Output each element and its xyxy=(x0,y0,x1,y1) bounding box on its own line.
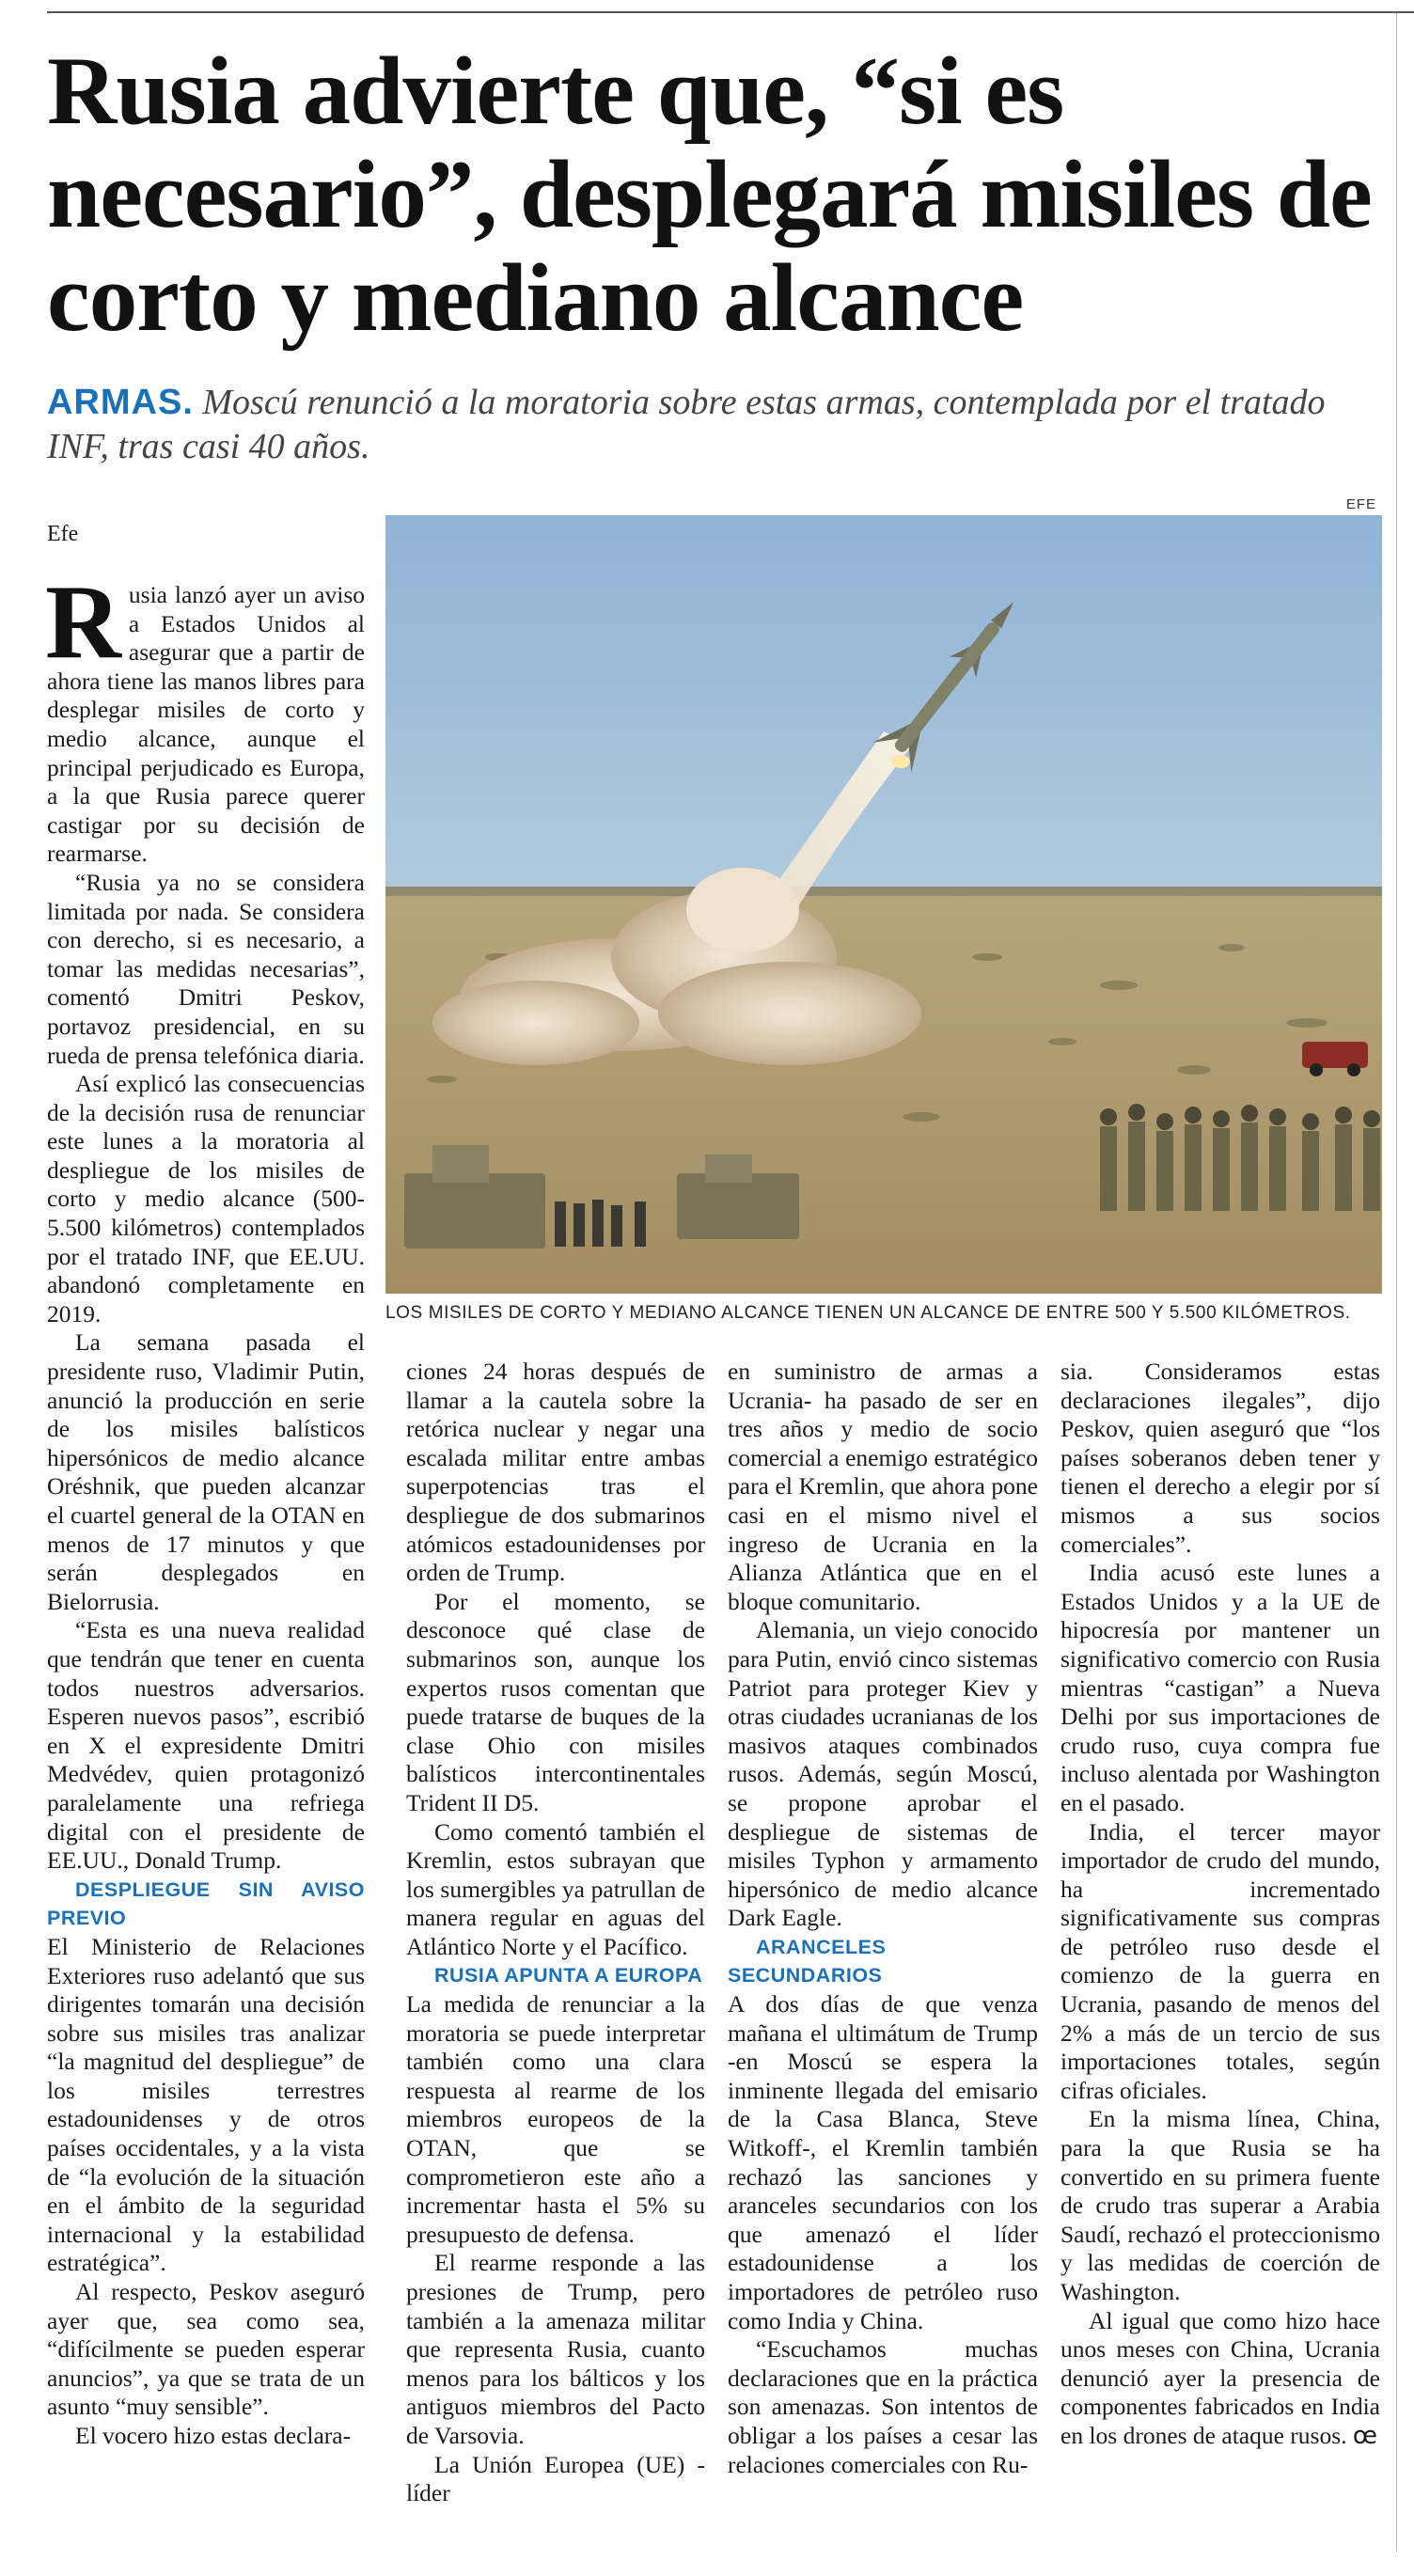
photo-credit: EFE xyxy=(1345,496,1376,512)
paragraph: En la misma línea, China, para la que Rusia se ha convertido en su primera fuente de crudo tras superar a Arabia Saudí, rechazó el proteccionismo y las medidas de coerción de Washington. xyxy=(1060,2105,1380,2305)
paragraph-text: Al igual que como hizo hace unos meses con China, Ucrania denunció ayer la presencia de componentes fabricados en India en los drones de ataque rusos. xyxy=(1060,2306,1380,2449)
paragraph: “Esta es una nueva realidad que tendrán que tener en cuenta todos nuestros adversarios. Esperen nuevos pasos”, escribió en X el expresidente Dmitri Medvédev, quien protagonizó paralelamente una refriega digital con el presidente de EE.UU., Donald Trump. xyxy=(47,1616,365,1875)
article-column-2 xyxy=(406,1358,705,2508)
paragraph: “Escuchamos muchas declaraciones que en la práctica son amenazas. Son intentos de obligar a los países a cesar las relaciones comerciales con Ru- xyxy=(728,2335,1038,2478)
missile-launch-photo xyxy=(385,515,1382,1294)
paragraph: “Rusia ya no se considera limitada por nada. Se considera con derecho, si es necesario, a tomar las medidas necesarias”, comentó Dmitri Peskov, portavoz presidencial, en su rueda de prensa telefónica diaria. xyxy=(47,868,365,1069)
photo-caption: LOS MISILES DE CORTO Y MEDIANO ALCANCE TIENEN UN ALCANCE DE ENTRE 500 Y 5.500 KILÓMETROS. xyxy=(385,1303,1351,1323)
paragraph: La Unión Europea (UE) -líder xyxy=(406,2450,705,2507)
paragraph xyxy=(1060,2307,1380,2451)
paragraph: A dos días de que venza mañana el ultimátum de Trump -en Moscú se espera la inminente llegada del emisario de la Casa Blanca, Steve Witkoff-, el Kremlin también rechazó las sanciones y aranceles secundarios con los que amenazó el líder estadounidense a los importadores de petróleo ruso como India y China. xyxy=(728,1990,1038,2334)
top-rule xyxy=(47,11,1414,13)
paragraph: Así explicó las consecuencias de la decisión rusa de renunciar este lunes a la moratoria al despliegue de los misiles de corto y medio alcance (500-5.500 kilómetros) contemplados por el tratado INF, que EE.UU. abandonó completamente en 2019. xyxy=(47,1070,365,1327)
paragraph: Al respecto, Peskov aseguró ayer que, sea como sea, “difícilmente se pueden esperar anuncios”, ya que se trata de un asunto “muy sensible”. xyxy=(47,2278,365,2421)
paragraph: El Ministerio de Relaciones Exteriores ruso adelantó que sus dirigentes tomarán una decisión sobre sus misiles tras analizar “la magnitud del despliegue” de los misiles terrestres estadounidenses y de otros países occidentales, y a la vista de “la evolución de la situación en el ámbito de la seguridad internacional y la estabilidad estratégica”. xyxy=(47,1932,365,2277)
paragraph: El rearme responde a las presiones de Trump, pero también a la amenaza militar que representa Rusia, cuanto menos para los bálticos y los antiguos miembros del Pacto de Varsovia. xyxy=(406,2249,705,2449)
paragraph xyxy=(45,564,365,869)
article-column-4 xyxy=(1060,1358,1380,2451)
paragraph: Como comentó también el Kremlin, estos subrayan que los sumergibles ya patrullan de manera regular en aguas del Atlántico Norte y el Pacífico. xyxy=(406,1817,705,1960)
paragraph-text: usia lanzó ayer un aviso a Estados Unidos al asegurar que a partir de ahora tiene las manos libres para desplegar misiles de corto y medio alcance, aunque el principal perjudicado es Europa, a la que Rusia parece querer castigar por su decisión de rearmarse. xyxy=(47,581,365,868)
paragraph: ciones 24 horas después de llamar a la cautela sobre la retórica nuclear y negar una escalada militar entre ambas superpotencias tras el despliegue de dos submarinos atómicos estadounidenses por orden de Trump. xyxy=(406,1358,705,1587)
end-mark-icon: œ xyxy=(1352,2421,1377,2450)
paragraph: El vocero hizo estas declara- xyxy=(75,2422,352,2449)
deck xyxy=(47,381,1382,469)
paragraph: Alemania, un viejo conocido para Putin, envió cinco sistemas Patriot para proteger Kiev y otras ciudades ucranianas de los masivos ataques combinados rusos. Además, según Moscú, se propone aprobar el despliegue de sistemas de misiles Typhon y armamento hipersónico de medio alcance Dark Eagle. xyxy=(728,1616,1038,1932)
paragraph: La medida de renunciar a la moratoria se puede interpretar también como una clara respuesta al rearme de los miembros europeos de la OTAN, que se comprometieron este año a incrementar hasta el 5% su presupuesto de defensa. xyxy=(406,1990,705,2248)
article-column-3 xyxy=(728,1358,1038,2479)
deck-kicker: ARMAS. xyxy=(47,383,194,422)
paragraph: La semana pasada el presidente ruso, Vladimir Putin, anunció la producción en serie de los misiles balísticos hipersónicos de medio alcance Oréshnik, que pueden alcanzar el cuartel general de la OTAN en menos de 17 minutos y que serán desplegados en Bielorrusia. xyxy=(47,1328,365,1615)
paragraph: en suministro de armas a Ucrania- ha pasado de ser en tres años y medio de socio comercial a enemigo estratégico para el Kremlin, que ahora pone casi en el mismo nivel el ingreso de Ucrania en la Alianza Atlántica que en el bloque comunitario. xyxy=(728,1358,1038,1615)
paragraph: sia. Consideramos estas declaraciones ilegales”, dijo Peskov, quien aseguró que “los países soberanos deben tener y tienen el derecho a elegir por sí mismos a sus socios comerciales”. xyxy=(1060,1358,1380,1558)
article-column-1 xyxy=(45,564,365,2451)
subheading: DESPLIEGUE SIN AVISO PREVIO xyxy=(47,1877,365,1930)
paragraph: Por el momento, se desconoce qué clase de submarinos son, aunque los expertos rusos comentan que puede tratarse de buques de la clase Ohio con misiles balísticos intercontinentales Trident II D5. xyxy=(406,1587,705,1816)
subheading: RUSIA APUNTA A EUROPA xyxy=(434,1964,703,1987)
deck-text: Moscú renunció a la moratoria sobre estas armas, contemplada por el tratado INF, tras casi 40 años. xyxy=(47,383,1326,466)
subheading: ARANCELES SECUNDARIOS xyxy=(728,1935,887,1987)
paragraph: India, el tercer mayor importador de crudo del mundo, ha incrementado significativamente sus compras de petróleo ruso desde el comienzo de la guerra en Ucrania, pasando de menos del 2% a más de un tercio de sus importaciones totales, según cifras oficiales. xyxy=(1060,1817,1380,2104)
drop-cap: R xyxy=(45,564,121,681)
paragraph: India acusó este lunes a Estados Unidos y a la UE de hipocresía por mantener un significativo comercio con Rusia mientras “castigan” a Nueva Delhi por sus importaciones de crudo ruso, cuya compra fue incluso alentada por Washington en el pasado. xyxy=(1060,1559,1380,1816)
byline: Efe xyxy=(47,522,79,546)
headline: Rusia advierte que, “si es necesario”, desplegará misiles de corto y mediano alcance xyxy=(47,38,1372,352)
page-edge-rule xyxy=(1396,13,1397,2552)
